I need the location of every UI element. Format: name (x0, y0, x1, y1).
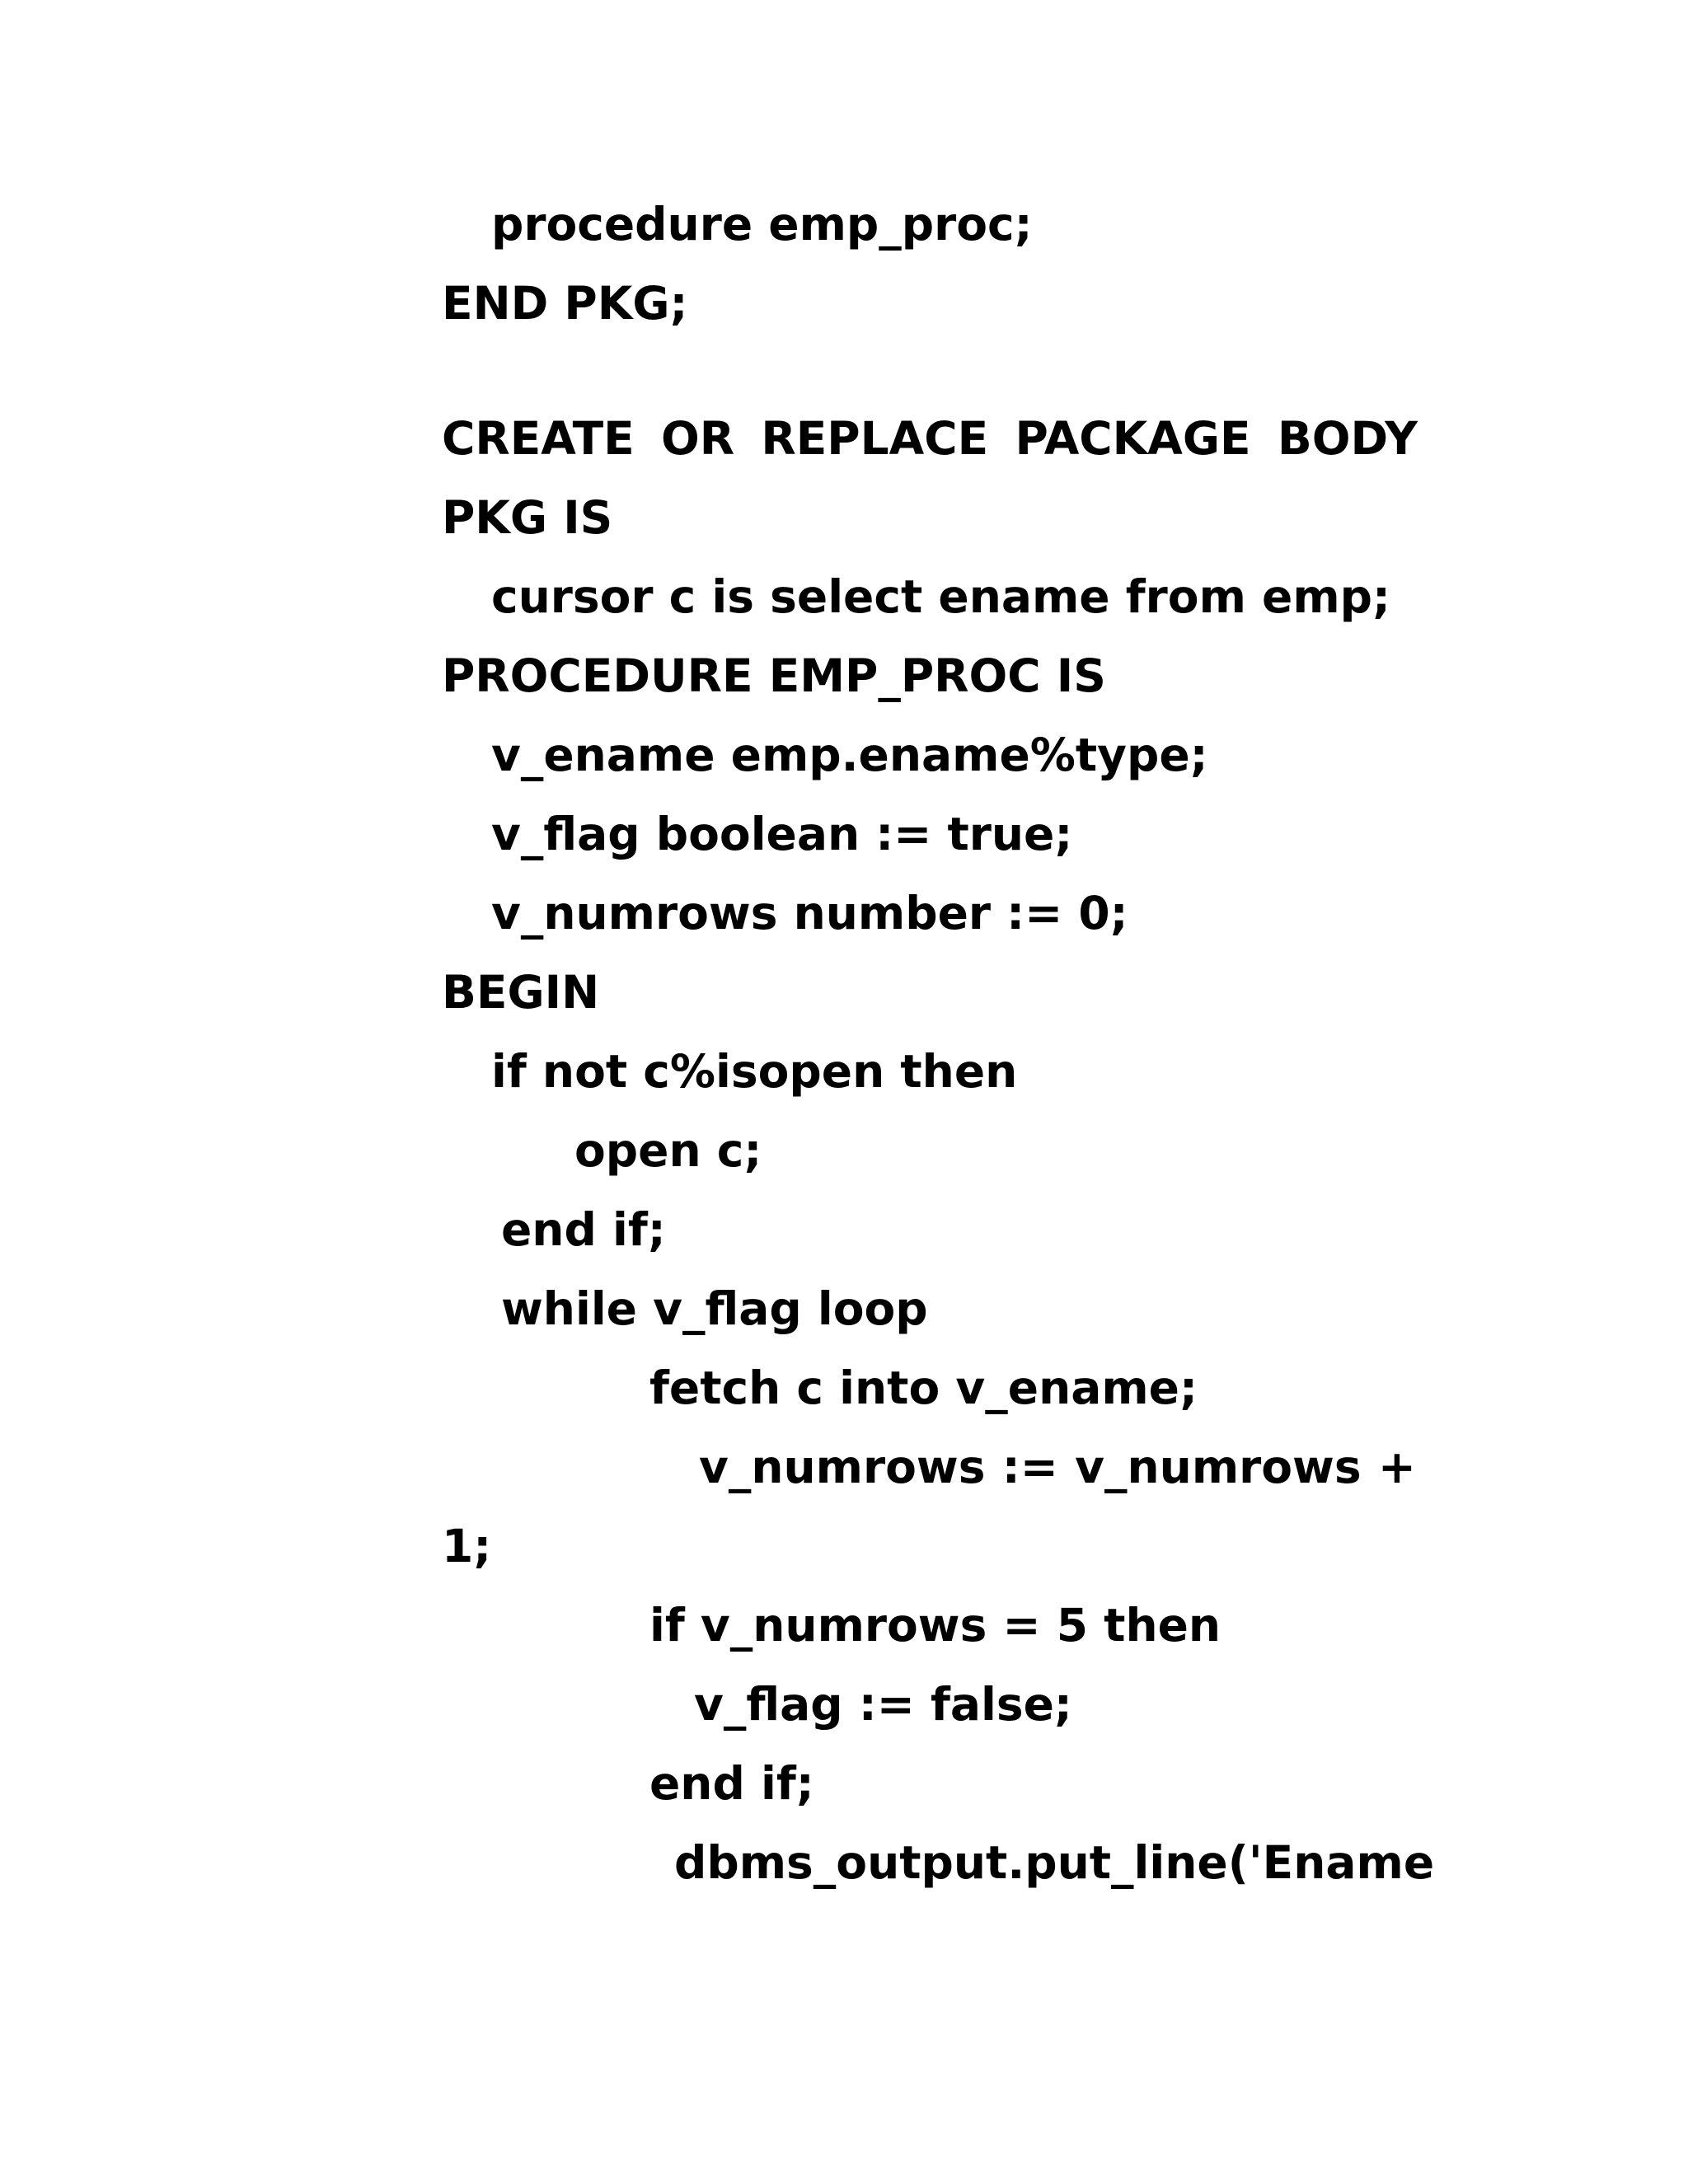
code-word: CREATE (442, 412, 635, 465)
code-word: PACKAGE (1015, 412, 1251, 465)
code-word: v_numrows (699, 1441, 986, 1493)
code-line-justified (442, 410, 1418, 466)
code-line: open c; (574, 1124, 762, 1177)
code-line: v_flag := false; (694, 1678, 1072, 1731)
code-line: BEGIN (442, 966, 600, 1019)
code-line: v_ename emp.ename%type; (491, 729, 1208, 781)
code-line-justified (699, 1439, 1416, 1495)
code-word: := (1001, 1441, 1058, 1493)
code-line: END PKG; (442, 277, 688, 330)
code-line: if v_numrows = 5 then (649, 1599, 1221, 1652)
code-line: v_numrows number := 0; (491, 887, 1128, 940)
code-line: fetch c into v_ename; (649, 1361, 1198, 1414)
code-line: PKG IS (442, 491, 613, 544)
code-word: + (1377, 1441, 1416, 1493)
code-word: OR (660, 412, 735, 465)
code-line: if not c%isopen then (491, 1045, 1018, 1098)
code-line: procedure emp_proc; (491, 198, 1033, 251)
code-line: end if; (501, 1203, 666, 1256)
code-line: cursor c is select ename from emp; (491, 570, 1391, 623)
code-line: end if; (649, 1757, 814, 1810)
code-word: v_numrows (1075, 1441, 1362, 1493)
code-line: v_flag boolean := true; (491, 808, 1073, 860)
code-line: PROCEDURE EMP_PROC IS (442, 649, 1106, 702)
code-line: 1; (442, 1520, 492, 1572)
code-word: REPLACE (761, 412, 989, 465)
code-line: while v_flag loop (501, 1282, 928, 1335)
code-word: BODY (1277, 412, 1418, 465)
code-line: dbms_output.put_line('Ename (674, 1836, 1435, 1889)
